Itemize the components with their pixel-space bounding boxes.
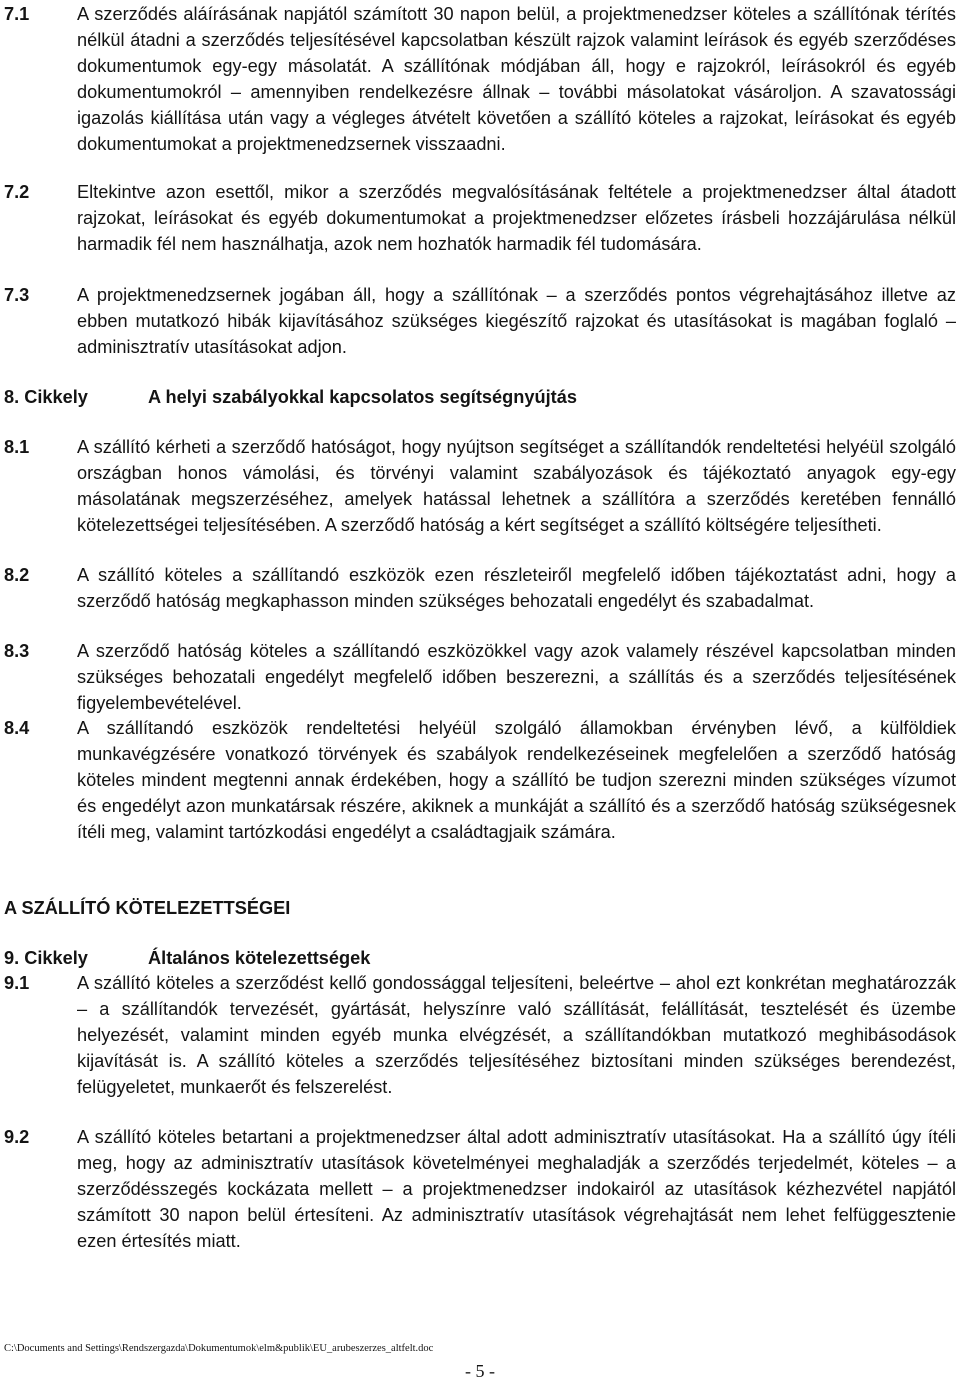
article-8-heading (4, 384, 577, 410)
article-number: 9. Cikkely (4, 948, 88, 968)
clause-7-1 (4, 1, 956, 157)
clause-number: 8.3 (4, 641, 30, 661)
clause-text: A projektmenedzsernek jogában áll, hogy a szállítónak – a szerződés pontos végrehajtásához illetve az ebben mutatkozó hibák kijavításához szükséges kiegészítő rajzokat és utasításokat is magában foglaló – adminisztratív utasításokat adjon. (77, 285, 956, 357)
clause-number: 9.2 (4, 1127, 30, 1147)
article-title: A helyi szabályokkal kapcsolatos segítségnyújtás (148, 387, 577, 407)
clause-number: 8.2 (4, 565, 30, 585)
clause-number: 7.2 (4, 182, 30, 202)
clause-number: 7.3 (4, 285, 30, 305)
clause-text: A szállító köteles betartani a projektmenedzser által adott adminisztratív utasításokat. Ha a szállító úgy ítéli meg, hogy az adminisztratív utasítások követelményei meghaladják a szerződés terjedelmét, köteles – a szerződésszegés kockázata mellett – a projektmenedzser indokairól az utasítások kézhezvétel napjától számított 30 napon belül értesíteni. Az adminisztratív utasítások végrehajtását nem lehet felfüggesztenie ezen értesítés miatt. (77, 1127, 956, 1251)
clause-text: A szerződés aláírásának napjától számított 30 napon belül, a projektmenedzser köteles a szállítónak térítés nélkül átadni a szerződés teljesítésével kapcsolatban készült rajzok valamint leírások és egyéb szerződéses dokumentumok egy-egy másolatát. A szállítónak módjában áll, hogy e rajzokról, leírásokról és egyéb dokumentumokról – amennyiben rendelkezésre állnak – további másolatokat vásároljon. A szavatossági igazolás kiállítása után vagy a végleges átvételt követően a szállító köteles a rajzokat, leírásokat és egyéb dokumentumokat a projektmenedzsernek visszaadni. (77, 4, 956, 154)
article-number: 8. Cikkely (4, 387, 88, 407)
clause-text: A szerződő hatóság köteles a szállítandó eszközökkel vagy azok valamely részével kapcsolatban minden szükséges behozatali engedélyt megfelelő időben beszerezni, a szállítás és a szerződés teljesítésének figyelembevételével. (77, 641, 956, 713)
section-heading: A SZÁLLÍTÓ KÖTELEZETTSÉGEI (4, 898, 291, 918)
clause-8-4 (4, 715, 956, 845)
clause-text: A szállító köteles a szállítandó eszközök ezen részleteiről megfelelő időben tájékoztatást adni, hogy a szerződő hatóság megkaphasson minden szükséges behozatali engedélyt és szabadalmat. (77, 565, 956, 611)
clause-8-2 (4, 562, 956, 614)
clause-number: 8.1 (4, 437, 30, 457)
clause-7-3 (4, 282, 956, 360)
clause-text: A szállítandó eszközök rendeltetési helyéül szolgáló államokban érvényben lévő, a külföldiek munkavégzésére vonatkozó törvények és szabályok rendelkezéseinek megfelelően a szerződő hatóság köteles mindent megtenni annak érdekében, hogy a szállító be tudjon szerezni minden szükséges vízumot és engedélyt azon munkatársak részére, akiknek a munkáját a szállító és a szerződő hatóság szükségesnek ítéli meg, valamint tartózkodási engedélyt a családtagjaik számára. (77, 718, 956, 842)
clause-9-2 (4, 1124, 956, 1254)
article-title: Általános kötelezettségek (148, 948, 371, 968)
footer-file-path: C:\Documents and Settings\Rendszergazda\Dokumentumok\elm&publik\EU_arubeszerzes_altfelt.doc (4, 1343, 434, 1354)
clause-number: 9.1 (4, 973, 30, 993)
article-9-heading (4, 945, 370, 971)
clause-7-2 (4, 179, 956, 257)
clause-9-1 (4, 970, 956, 1100)
clause-text: Eltekintve azon esettől, mikor a szerződés megvalósításának feltétele a projektmenedzser által átadott rajzokat, leírásokat és egyéb dokumentumokat a projektmenedzser előzetes írásbeli hozzájárulása nélkül harmadik fél nem használhatja, azok nem hozhatók harmadik fél tudomására. (77, 182, 956, 254)
clause-8-1 (4, 434, 956, 538)
clause-8-3 (4, 638, 956, 716)
clause-number: 7.1 (4, 4, 30, 24)
clause-text: A szállító köteles a szerződést kellő gondossággal teljesíteni, beleértve – ahol ezt konkrétan meghatározzák – a szállítandók tervezését, gyártását, helyszínre való szállítását, felállítását, tesztelését és üzembe helyezését, valamint minden egyéb munka elvégzését, a szállítandókban mutatkozó meghibásodások kijavítását is. A szállító köteles a szerződés teljesítéséhez biztosítani minden szükséges berendezést, felügyeletet, munkaerőt és felszerelést. (77, 973, 956, 1097)
clause-text: A szállító kérheti a szerződő hatóságot, hogy nyújtson segítséget a szállítandók rendeltetési helyéül szolgáló országban honos vámolási, és törvényi valamint szabályozások és tájékoztató anyagok egy-egy másolatának megszerzéséhez, amelyek hatással lehetnek a szállítóra a szerződés keretében fennálló kötelezettségei teljesítésében. A szerződő hatóság a kért segítséget a szállító költségére teljesítheti. (77, 437, 956, 535)
clause-number: 8.4 (4, 718, 30, 738)
page-number: - 5 - (465, 1361, 495, 1381)
